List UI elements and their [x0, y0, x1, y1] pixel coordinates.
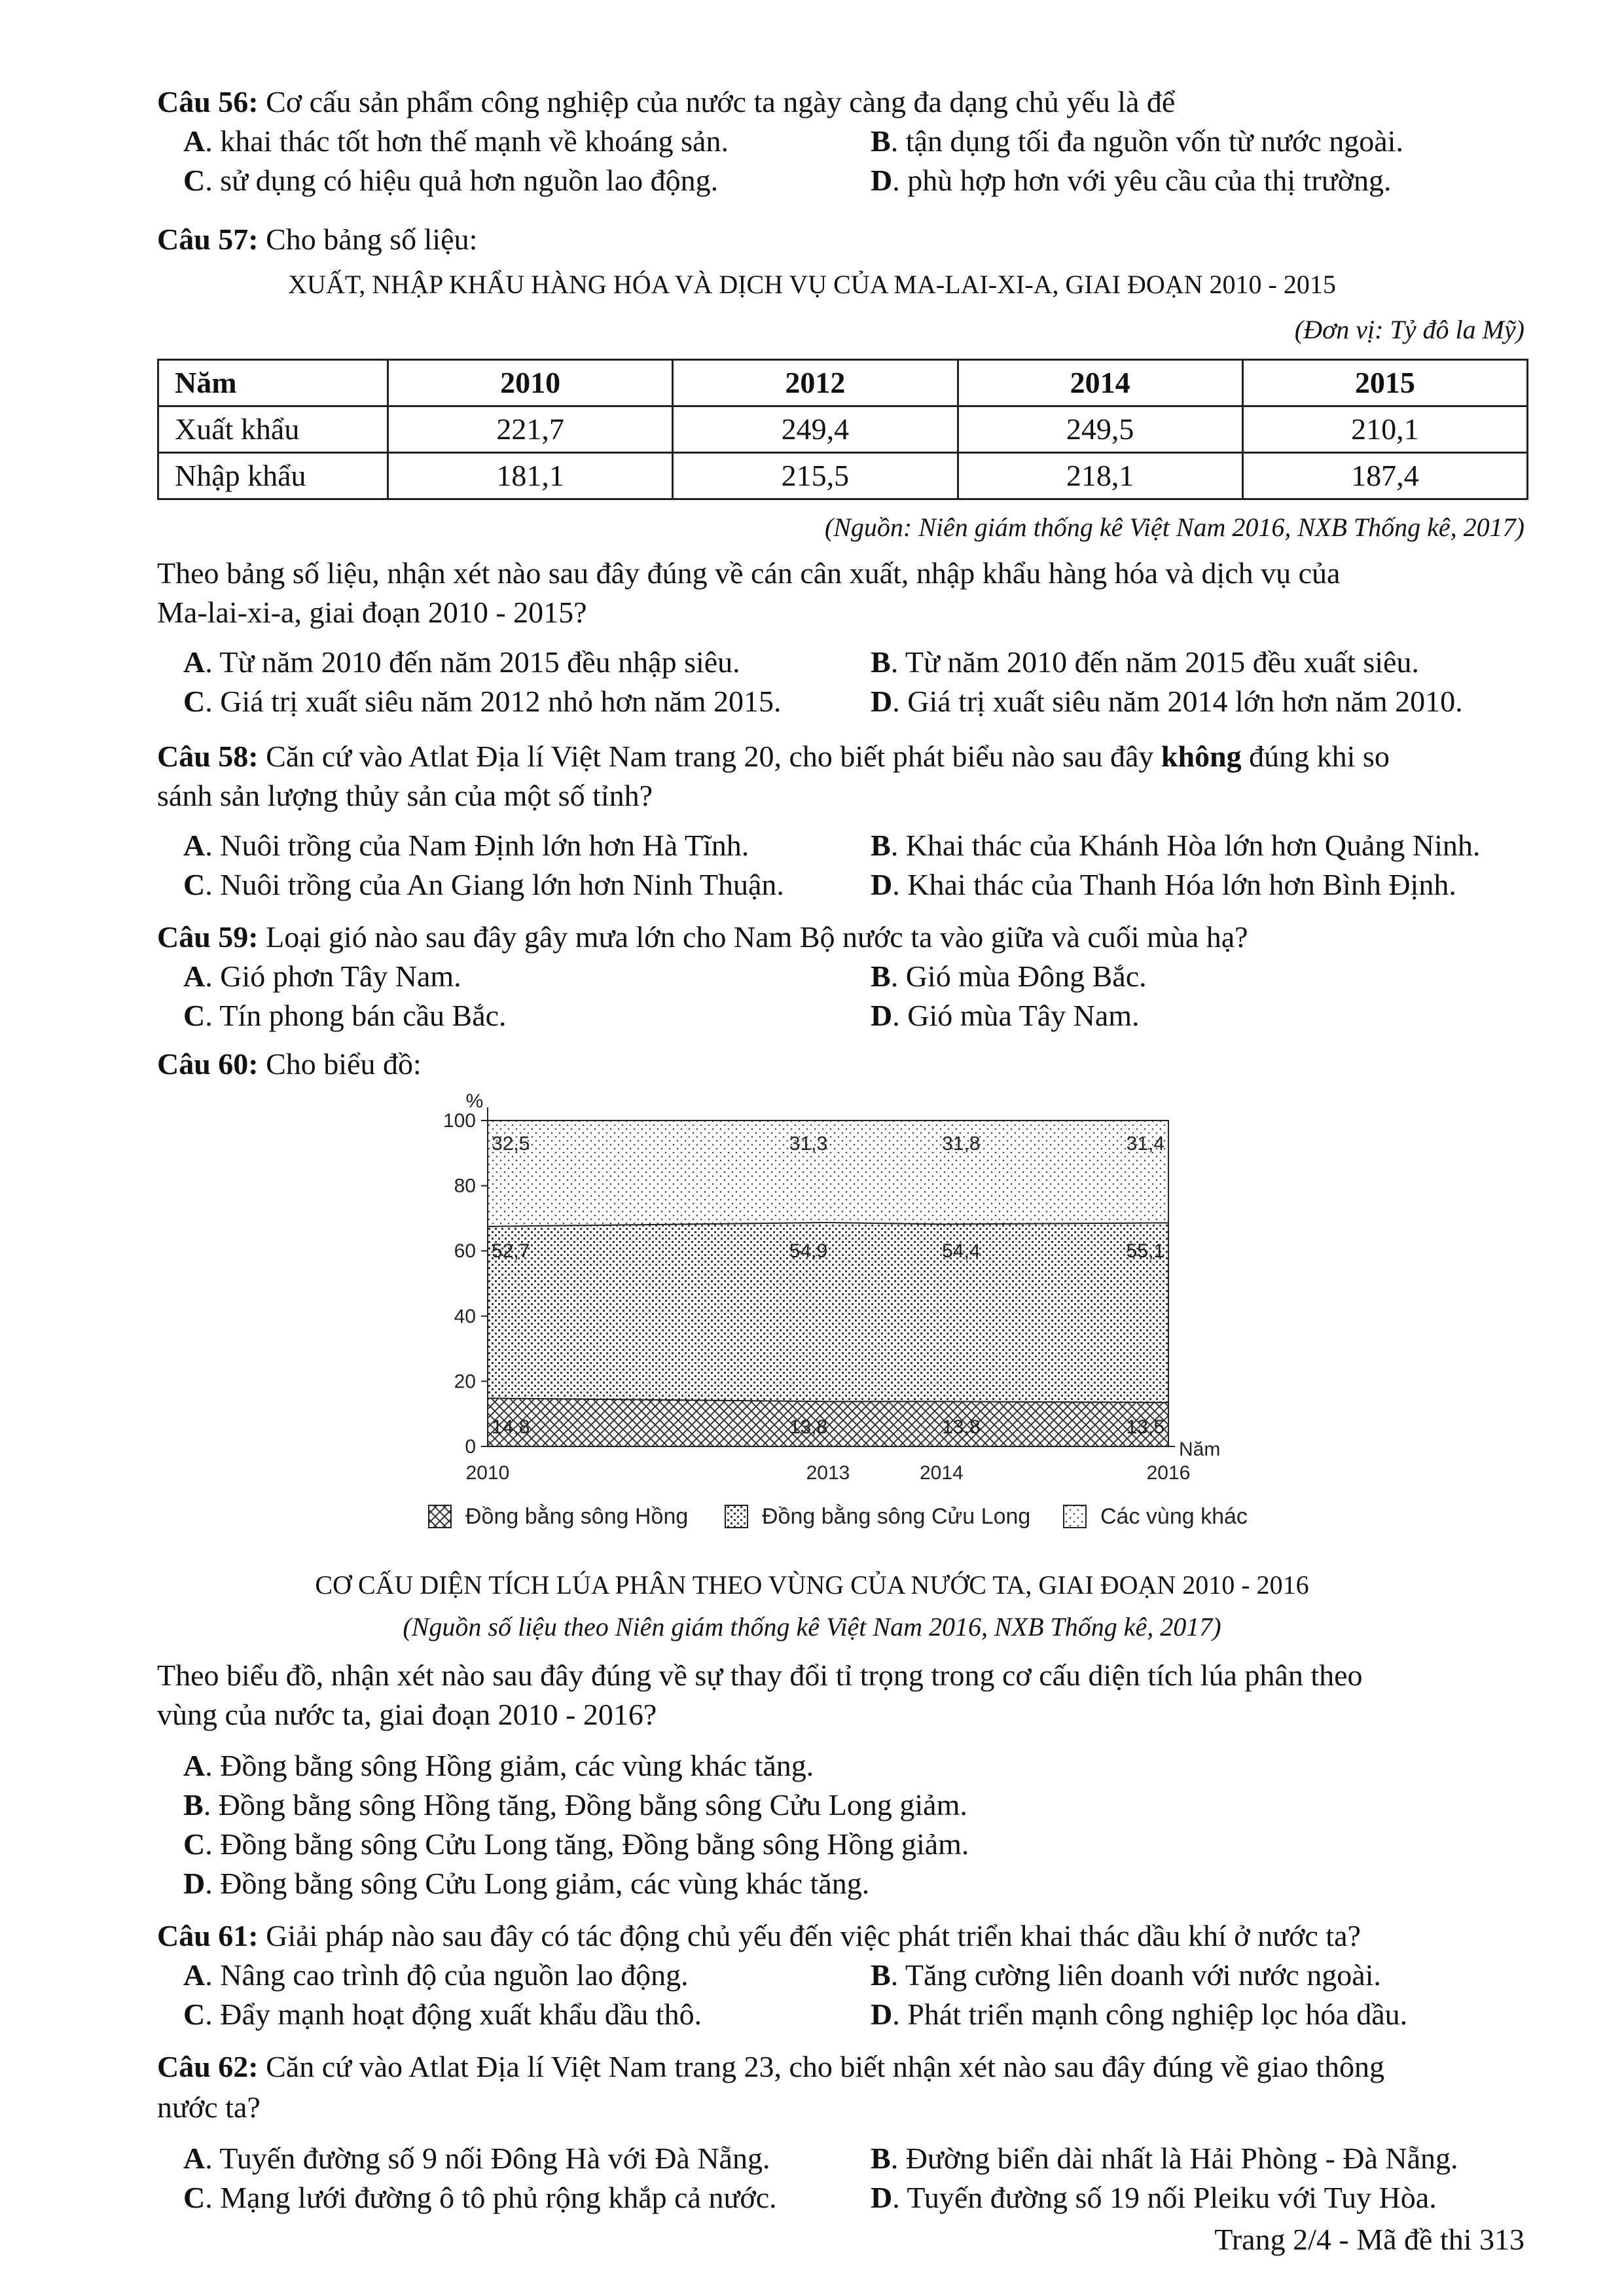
table-cell: 249,5 — [958, 406, 1242, 453]
table-cell: Xuất khẩu — [158, 406, 388, 453]
table-header-cell: 2015 — [1242, 360, 1527, 406]
table-cell: 218,1 — [958, 453, 1242, 499]
data-label: 31,3 — [789, 1132, 828, 1155]
q62-option-b[interactable]: B. Đường biển dài nhất là Hải Phòng - Đà Nẵng. — [871, 2142, 1458, 2175]
q57-option-b[interactable]: B. Từ năm 2010 đến năm 2015 đều xuất siêu. — [871, 645, 1419, 679]
table-cell: 210,1 — [1242, 406, 1527, 453]
y-tick-label: 40 — [454, 1305, 476, 1327]
q62-option-a[interactable]: A. Tuyến đường số 9 nối Đông Hà với Đà Nẵng. — [183, 2142, 770, 2175]
y-tick-label: 20 — [454, 1371, 476, 1393]
q56-option-b[interactable]: B. tận dụng tối đa nguồn vốn từ nước ngoài. — [871, 124, 1403, 158]
q57-option-d[interactable]: D. Giá trị xuất siêu năm 2014 lớn hơn năm 2010. — [871, 685, 1463, 718]
trade-table — [157, 359, 1528, 500]
q57-option-c[interactable]: C. Giá trị xuất siêu năm 2012 nhỏ hơn năm 2015. — [183, 685, 782, 718]
table-unit: (Đơn vị: Tỷ đô la Mỹ) — [1294, 315, 1525, 344]
q61-option-d[interactable]: D. Phát triển mạnh công nghiệp lọc hóa dầu. — [871, 1998, 1408, 2031]
q61-option-a[interactable]: A. Nâng cao trình độ của nguồn lao động. — [183, 1958, 689, 1992]
question-label: Câu 60: — [157, 1047, 259, 1081]
q57-question-line2: Ma-lai-xi-a, giai đoạn 2010 - 2015? — [157, 596, 587, 629]
table-source: (Nguồn: Niên giám thống kê Việt Nam 2016, NXB Thống kê, 2017) — [824, 512, 1525, 542]
q60-option-c[interactable]: C. Đồng bằng sông Cửu Long tăng, Đồng bằng sông Hồng giảm. — [183, 1827, 969, 1861]
y-tick-label: 60 — [454, 1240, 476, 1263]
question-label: Câu 61: — [157, 1919, 259, 1952]
q56-option-a[interactable]: A. khai thác tốt hơn thế mạnh về khoáng sản. — [183, 124, 729, 158]
q59-option-d[interactable]: D. Gió mùa Tây Nam. — [871, 999, 1140, 1032]
y-tick-label: 100 — [442, 1110, 476, 1132]
data-label: 54,4 — [942, 1240, 981, 1263]
q58-stem-line2: sánh sản lượng thủy sản của một số tỉnh? — [157, 779, 653, 812]
chart-title: CƠ CẤU DIỆN TÍCH LÚA PHÂN THEO VÙNG CỦA NƯỚC TA, GIAI ĐOẠN 2010 - 2016 — [315, 1570, 1309, 1600]
legend-label: Đồng bằng sông Hồng — [465, 1504, 689, 1529]
area-series-1 — [488, 1398, 1168, 1446]
question-label: Câu 62: — [157, 2050, 259, 2083]
question-label: Câu 58: — [157, 740, 259, 773]
legend-swatch — [725, 1505, 748, 1528]
y-axis-label: % — [465, 1090, 484, 1112]
q58-option-d[interactable]: D. Khai thác của Thanh Hóa lớn hơn Bình Định. — [871, 868, 1456, 901]
q60-option-d[interactable]: D. Đồng bằng sông Cửu Long giảm, các vùng khác tăng. — [183, 1867, 870, 1900]
data-label: 55,1 — [1126, 1240, 1164, 1263]
rice-area-chart — [419, 1086, 1270, 1545]
legend-swatch — [1064, 1505, 1086, 1528]
q62-option-d[interactable]: D. Tuyến đường số 19 nối Pleiku với Tuy Hòa. — [871, 2181, 1437, 2214]
legend-label: Các vùng khác — [1100, 1504, 1248, 1529]
q60-stem: Câu 60: Cho biểu đồ: — [157, 1047, 422, 1081]
x-tick-label: 2014 — [919, 1462, 964, 1484]
data-label: 54,9 — [789, 1240, 828, 1263]
q62-stem-line2: nước ta? — [157, 2090, 261, 2124]
y-tick-label: 80 — [454, 1175, 476, 1197]
q61-stem: Câu 61: Giải pháp nào sau đây có tác động chủ yếu đến việc phát triển khai thác dầu khí ở nước ta? — [157, 1919, 1361, 1952]
legend-swatch — [429, 1505, 451, 1528]
q57-question-line1: Theo bảng số liệu, nhận xét nào sau đây đúng về cán cân xuất, nhập khẩu hàng hóa và dịch vụ của — [157, 556, 1341, 590]
chart-source: (Nguồn số liệu theo Niên giám thống kê Việt Nam 2016, NXB Thống kê, 2017) — [403, 1612, 1221, 1641]
q61-option-c[interactable]: C. Đẩy mạnh hoạt động xuất khẩu dầu thô. — [183, 1998, 702, 2031]
q58-option-b[interactable]: B. Khai thác của Khánh Hòa lớn hơn Quảng Ninh. — [871, 829, 1481, 862]
table-cell: 215,5 — [673, 453, 958, 499]
q57-option-a[interactable]: A. Từ năm 2010 đến năm 2015 đều nhập siêu. — [183, 645, 740, 679]
legend-label: Đồng bằng sông Cửu Long — [762, 1504, 1031, 1529]
data-label: 52,7 — [492, 1240, 530, 1263]
q59-option-c[interactable]: C. Tín phong bán cầu Bắc. — [183, 999, 507, 1032]
data-label: 31,4 — [1126, 1132, 1164, 1155]
area-series-3 — [488, 1121, 1168, 1227]
table-cell: 187,4 — [1242, 453, 1527, 499]
question-label: Câu 59: — [157, 920, 259, 954]
table-cell: Nhập khẩu — [158, 453, 388, 499]
q62-option-c[interactable]: C. Mạng lưới đường ô tô phủ rộng khắp cả nước. — [183, 2181, 777, 2214]
x-tick-label: 2010 — [465, 1462, 510, 1484]
table-row — [158, 453, 1528, 499]
data-label: 13,8 — [942, 1416, 981, 1439]
q59-option-a[interactable]: A. Gió phơn Tây Nam. — [183, 960, 461, 993]
q56-option-c[interactable]: C. sử dụng có hiệu quả hơn nguồn lao động. — [183, 164, 719, 197]
data-label: 14,8 — [492, 1416, 530, 1439]
q62-stem: Câu 62: Căn cứ vào Atlat Địa lí Việt Nam trang 23, cho biết nhận xét nào sau đây đúng về giao thông — [157, 2050, 1384, 2083]
q60-question-line2: vùng của nước ta, giai đoạn 2010 - 2016? — [157, 1698, 657, 1731]
x-tick-label: 2013 — [806, 1462, 850, 1484]
table-header-row — [158, 360, 1528, 406]
table-header-cell: 2010 — [388, 360, 673, 406]
q56-option-d[interactable]: D. phù hợp hơn với yêu cầu của thị trường. — [871, 164, 1392, 197]
data-label: 13,5 — [1126, 1416, 1164, 1439]
data-label: 31,8 — [942, 1132, 981, 1155]
x-tick-label: 2016 — [1146, 1462, 1191, 1484]
question-text: Cơ cấu sản phẩm công nghiệp của nước ta ngày càng đa dạng chủ yếu là để — [266, 85, 1176, 118]
y-tick-label: 0 — [465, 1436, 476, 1458]
q58-stem: Câu 58: Căn cứ vào Atlat Địa lí Việt Nam trang 20, cho biết phát biểu nào sau đây không đúng khi so — [157, 740, 1390, 773]
table-title: XUẤT, NHẬP KHẨU HÀNG HÓA VÀ DỊCH VỤ CỦA MA-LAI-XI-A, GIAI ĐOẠN 2010 - 2015 — [288, 270, 1336, 299]
x-axis-label: Năm — [1179, 1439, 1221, 1460]
table-header-cell: 2014 — [958, 360, 1242, 406]
table-cell: 249,4 — [673, 406, 958, 453]
table-header-cell: 2012 — [673, 360, 958, 406]
question-text: Cho bảng số liệu: — [266, 223, 478, 256]
table-cell: 221,7 — [388, 406, 673, 453]
q61-option-b[interactable]: B. Tăng cường liên doanh với nước ngoài. — [871, 1958, 1381, 1992]
q60-option-a[interactable]: A. Đồng bằng sông Hồng giảm, các vùng khác tăng. — [183, 1749, 814, 1782]
q59-option-b[interactable]: B. Gió mùa Đông Bắc. — [871, 960, 1147, 993]
q56-stem — [157, 82, 1175, 122]
q58-option-c[interactable]: C. Nuôi trồng của An Giang lớn hơn Ninh Thuận. — [183, 868, 784, 901]
q60-option-b[interactable]: B. Đồng bằng sông Hồng tăng, Đồng bằng sông Cửu Long giảm. — [183, 1788, 967, 1821]
q60-question-line1: Theo biểu đồ, nhận xét nào sau đây đúng về sự thay đổi tỉ trọng trong cơ cấu diện tích lúa phân theo — [157, 1659, 1363, 1692]
question-label: Câu 57: — [157, 223, 259, 256]
question-label: Câu 56: — [157, 85, 259, 118]
page-footer: Trang 2/4 - Mã đề thi 313 — [1214, 2223, 1525, 2256]
data-label: 32,5 — [492, 1132, 530, 1155]
area-series-2 — [488, 1223, 1168, 1403]
q58-option-a[interactable]: A. Nuôi trồng của Nam Định lớn hơn Hà Tĩnh. — [183, 829, 749, 862]
q57-stem — [157, 220, 477, 259]
data-label: 13,8 — [789, 1416, 828, 1439]
table-row — [158, 406, 1528, 453]
q59-stem: Câu 59: Loại gió nào sau đây gây mưa lớn cho Nam Bộ nước ta vào giữa và cuối mùa hạ? — [157, 920, 1248, 954]
table-header-cell: Năm — [158, 360, 388, 406]
table-cell: 181,1 — [388, 453, 673, 499]
